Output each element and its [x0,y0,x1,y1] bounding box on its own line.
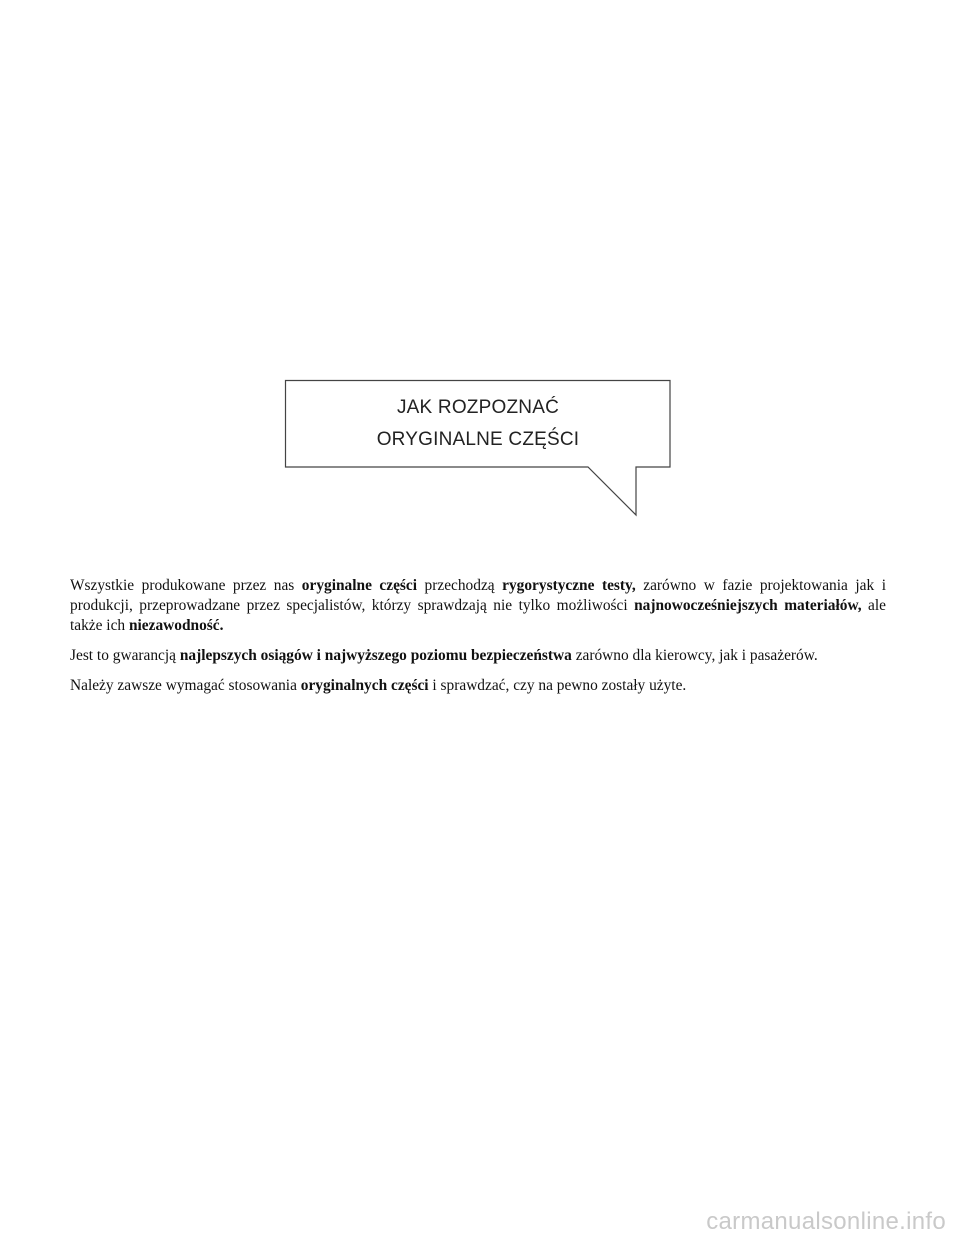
paragraph-tests [70,576,886,636]
watermark: carmanualsonline.info [706,1208,946,1235]
paragraph-require [70,676,886,696]
bold-span: najlepszych osiągów i najwyższego poziomu bezpieczeństwa [179,647,572,664]
text-span: Wszystkie produkowane przez nas [70,577,302,594]
bold-span: rygorystyczne testy, [502,577,636,594]
text-span: zarówno dla kierowcy, jak i pasażerów. [571,647,818,664]
body-text [70,576,886,706]
callout-title-line-1: JAK ROZPOZNAĆ [396,397,559,418]
text-span: Należy zawsze wymagać stosowania [70,677,301,694]
callout-title [286,392,670,456]
bold-span: najnowocześniejszych materiałów, [634,597,862,614]
callout-title-line-2: ORYGINALNE CZĘŚCI [376,429,580,450]
text-span: przechodzą [417,577,503,594]
text-span: Jest to gwarancją [70,647,180,664]
bold-span: oryginalnych części [300,677,429,694]
bold-span: niezawodność. [128,617,224,634]
text-span: i sprawdzać, czy na pewno zostały użyte. [428,677,687,694]
bold-span: oryginalne części [301,577,418,594]
text-span: ale także ich [70,597,886,634]
paragraph-guarantee [70,646,886,666]
text-span: zarówno w fazie projektowania jak i produkcji, przeprowadzane przez specjalistów, którzy sprawdzają nie tylko możliwości [70,577,886,614]
